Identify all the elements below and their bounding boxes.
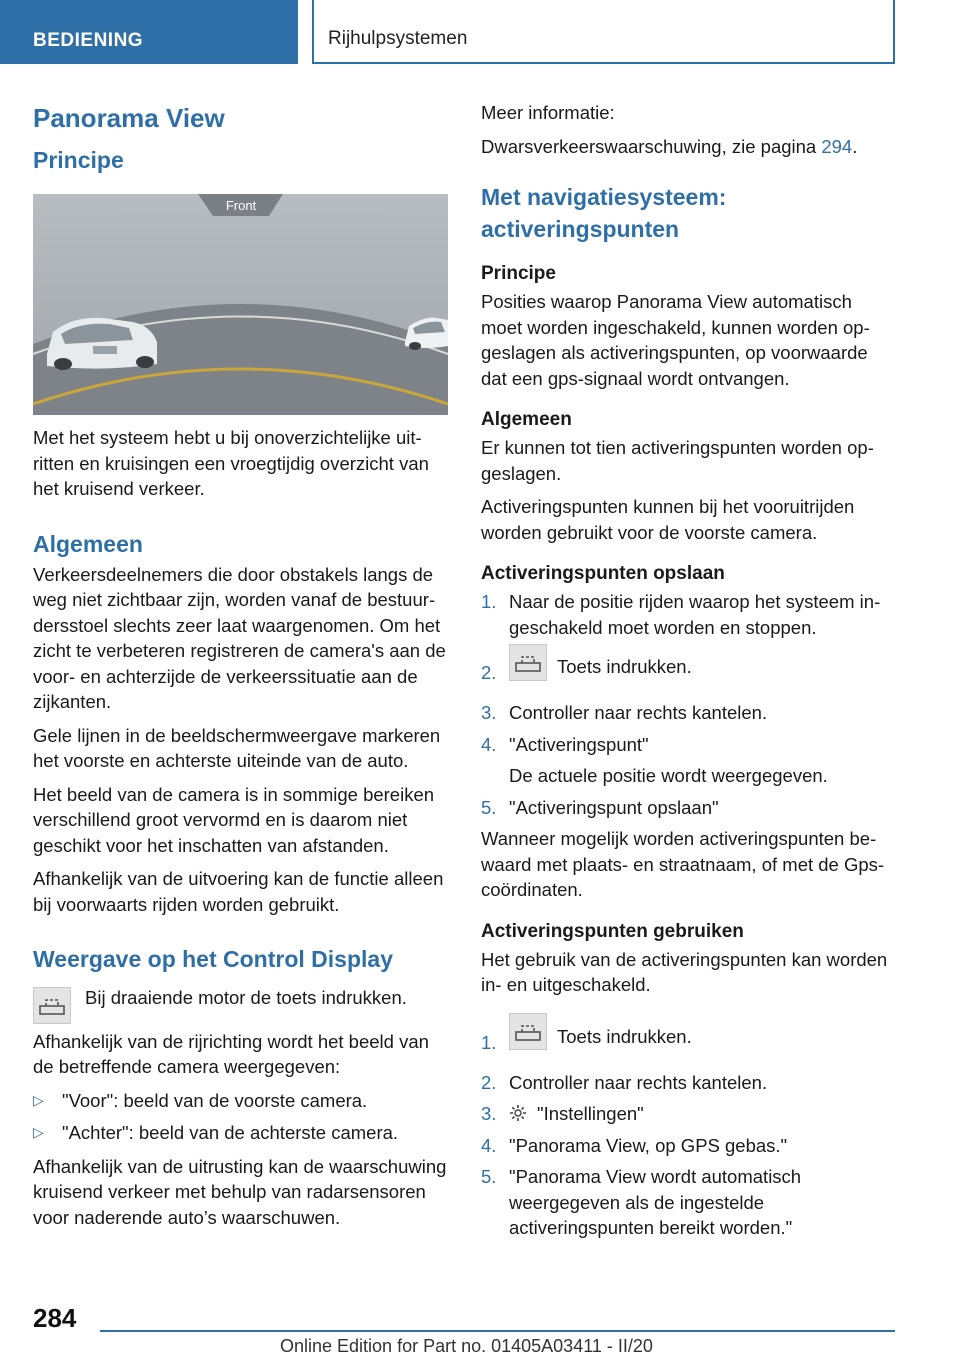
list-item: ▷ "Achter": beeld van de achterste camera. xyxy=(33,1120,448,1146)
general-paragraph-2: Gele lijnen in de beeldschermweergave markeren het voorste en achterste uiteinde van de auto. xyxy=(33,724,441,771)
save-heading: Activeringspunten opslaan xyxy=(481,563,725,584)
cross-reference: Dwarsverkeerswaarschuwing, zie pagina 294. xyxy=(481,135,858,157)
display-paragraph-2: Afhankelijk van de uitrusting kan de waarschuwing kruisend verkeer met behulp van radarsensoren voor naderende auto’s waarschuwen. xyxy=(33,1155,447,1228)
save-after-text: Wanneer mogelijk worden activeringspunten bewaard met plaats- en straatnaam, of met de Gps-coördinaten. xyxy=(481,828,885,900)
footer-divider xyxy=(100,1330,895,1332)
general-heading: Algemeen xyxy=(33,530,143,557)
camera-button-icon xyxy=(509,644,547,681)
step-sub-text: De actuele positie wordt weergegeven. xyxy=(509,765,828,786)
page-link[interactable]: 294 xyxy=(821,135,853,157)
nav-heading: Met navigatiesysteem: activeringspunten xyxy=(481,184,727,242)
car-left xyxy=(47,318,157,370)
display-paragraph-1: Afhankelijk van de rijrichting wordt het beeld van de betreffende camera weergegeven: xyxy=(33,1030,429,1077)
section-tab xyxy=(0,0,298,64)
use-steps xyxy=(481,1016,896,1241)
page-title: Panorama View xyxy=(33,103,225,133)
list-item: ▷ "Voor": beeld van de voorste camera. xyxy=(33,1088,448,1114)
more-info-label: Meer informatie: xyxy=(481,102,615,123)
chapter-title: Rijhulpsystemen xyxy=(328,28,468,49)
step-item: 2. Controller naar rechts kantelen. xyxy=(481,1071,768,1093)
nav-principle-heading: Principe xyxy=(481,263,556,284)
left-column xyxy=(33,100,448,1238)
principle-heading: Principe xyxy=(33,147,124,173)
right-column xyxy=(481,100,896,1247)
footer-edition: Online Edition for Part no. 01405A03411 - II/20 xyxy=(280,1336,653,1356)
step-item: 4. "Panorama View, op GPS gebas." xyxy=(481,1134,788,1156)
step-item: 1. Naar de positie rijden waarop het systeem ingeschakeld moet worden en stoppen. xyxy=(481,591,881,638)
principle-text: Met het systeem hebt u bij onoverzichtelijke uitritten en kruisingen een vroegtijdig overzicht van het kruisend verkeer. xyxy=(33,427,429,499)
use-text: Het gebruik van de activeringspunten kan worden in- en uitgeschakeld. xyxy=(481,948,888,995)
step-item: 2. Toets indrukken. xyxy=(481,646,896,694)
step-item: 5. "Panorama View wordt automatisch weergegeven als de ingestelde activeringspunten bereikt worden." xyxy=(481,1166,802,1238)
display-heading: Weergave op het Control Display xyxy=(33,946,393,972)
use-heading: Activeringspunten gebruiken xyxy=(481,920,744,942)
step-item: 5. "Activeringspunt opslaan" xyxy=(481,796,719,818)
general-paragraph-4: Afhankelijk van de uitvoering kan de functie alleen bij voorwaarts rijden worden gebruikt. xyxy=(33,868,444,915)
nav-principle-text: Posities waarop Panorama View automatisch moet worden ingeschakeld, kunnen worden opgeslagen als activeringspunten, op voorwaarde dat een gps-signaal wordt ontvangen. xyxy=(481,291,870,389)
display-instruction-text: Bij draaiende motor de toets indrukken. xyxy=(85,987,407,1008)
display-instruction xyxy=(33,985,448,1011)
save-steps xyxy=(481,589,896,820)
nav-general-paragraph-2: Activeringspunten kunnen bij het vooruitrijden worden gebruikt voor de voorste camera. xyxy=(481,496,855,543)
front-label: Front xyxy=(225,198,257,213)
camera-button-icon xyxy=(509,1013,547,1050)
camera-view-list xyxy=(33,1088,448,1146)
triangle-bullet-icon: ▷ xyxy=(33,1091,44,1108)
step-item: 3. Controller naar rechts kantelen. xyxy=(481,702,768,723)
general-paragraph-1: Verkeersdeelnemers die door obstakels langs de weg niet zichtbaar zijn, worden vanaf de bestuurdersstoel slechts zeer laat waargenomen. Om het zicht te verbeteren registreren de camera's aan de voor- en achterzijde de verkeerssituatie aan de zijkanten. xyxy=(33,563,446,712)
panorama-camera-image xyxy=(33,194,448,415)
nav-general-heading: Algemeen xyxy=(481,409,572,430)
general-paragraph-3: Het beeld van de camera is in sommige bereiken verschillend groot vervormd en is daarom niet geschikt voor het inschatten van afstanden. xyxy=(33,783,435,856)
chapter-tab xyxy=(312,0,895,64)
step-item: 3. "Instellingen" xyxy=(481,1103,644,1124)
nav-general-paragraph-1: Er kunnen tot tien activeringspunten worden opgeslagen. xyxy=(481,437,874,484)
step-item: 4. "Activeringspunt" De actuele positie wordt weergegeven. xyxy=(481,732,896,789)
triangle-bullet-icon: ▷ xyxy=(33,1124,44,1140)
page-number: 284 xyxy=(33,1303,77,1333)
section-title: BEDIENING xyxy=(33,30,144,51)
step-item: 1. Toets indrukken. xyxy=(481,1016,896,1064)
camera-button-icon xyxy=(33,987,71,1024)
gear-icon xyxy=(509,1104,527,1122)
